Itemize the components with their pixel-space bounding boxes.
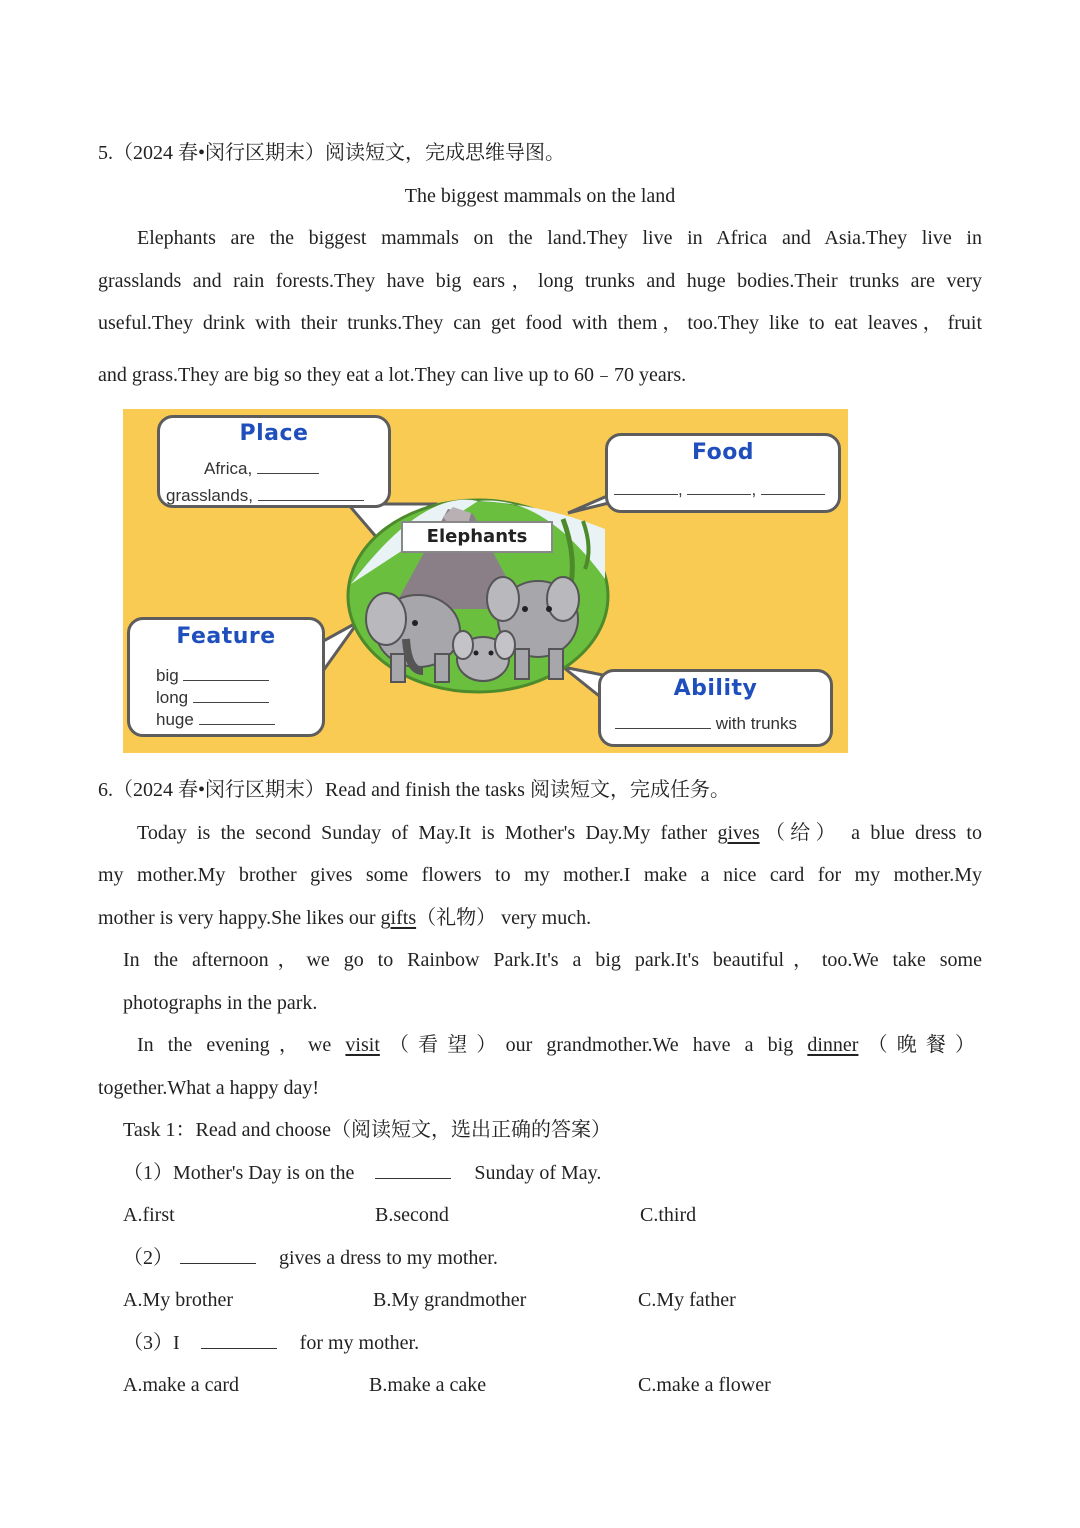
feature-item-big: big: [156, 666, 269, 686]
q1-option-c[interactable]: C.third: [640, 1204, 697, 1226]
word-gives: gives: [717, 822, 760, 844]
q6-heading: 6.（2024 春•闵行区期末）Read and finish the tasks 阅读短文，完成任务。: [98, 779, 730, 801]
q6-p1-line-2: my mother.My brother gives some flowers to my mother.I make a nice card for my mother.My: [98, 864, 982, 886]
place-line-1: Africa,: [204, 459, 319, 479]
q6-p1-line-1: Today is the second Sunday of May.It is Mother's Day.My father gives（给） a blue dress to: [137, 822, 982, 844]
q2-option-a[interactable]: A.My brother: [123, 1289, 233, 1311]
place-blank-2[interactable]: [258, 486, 364, 501]
passage-line-1: Elephants are the biggest mammals on the land.They live in Africa and Asia.They live in: [137, 227, 982, 249]
feature-item-huge: huge: [156, 710, 275, 730]
feature-blank-2[interactable]: [193, 688, 269, 703]
passage-line-3: useful.They drink with their trunks.They can get food with them，too.They like to eat leaves，fruit: [98, 312, 982, 334]
question-1-blank[interactable]: [375, 1160, 451, 1179]
q2-option-c[interactable]: C.My father: [638, 1289, 736, 1311]
q6-p3-line-2: together.What a happy day!: [98, 1077, 320, 1099]
word-gifts: gifts: [380, 907, 417, 929]
passage-title: The biggest mammals on the land: [404, 185, 676, 207]
word-dinner: dinner: [807, 1034, 859, 1056]
q6-p3-line-1: In the evening，we visit（看望）our grandmother.We have a big dinner（晚餐）: [137, 1034, 975, 1056]
feature-title: Feature: [176, 624, 276, 649]
place-blank-1[interactable]: [257, 459, 319, 474]
q2-option-b[interactable]: B.My grandmother: [373, 1289, 527, 1311]
q3-option-b[interactable]: B.make a cake: [369, 1374, 487, 1396]
passage-line-4: and grass.They are big so they eat a lot.They can live up to 60﹣70 years.: [98, 364, 687, 386]
center-label: Elephants: [401, 521, 553, 553]
q6-p2-line-1: In the afternoon，we go to Rainbow Park.It's a big park.It's beautiful，too.We take some: [123, 949, 982, 971]
passage-line-2: grasslands and rain forests.They have big ears，long trunks and huge bodies.Their trunks are very: [98, 270, 982, 292]
task-title: Task 1：Read and choose（阅读短文，选出正确的答案）: [123, 1119, 611, 1141]
food-title: Food: [691, 440, 755, 465]
q3-option-c[interactable]: C.make a flower: [638, 1374, 771, 1396]
q6-p2-line-2: photographs in the park.: [123, 992, 318, 1014]
question-2: （2） gives a dress to my mother.: [123, 1247, 498, 1269]
food-blank-2[interactable]: [687, 480, 751, 495]
place-line-2: grasslands,: [166, 486, 364, 506]
ability-line: with trunks: [615, 714, 797, 734]
question-3-blank[interactable]: [201, 1330, 277, 1349]
question-1: （1）Mother's Day is on the Sunday of May.: [123, 1162, 602, 1184]
feature-bubble: [127, 617, 325, 737]
place-bubble: [157, 415, 391, 508]
feature-blank-1[interactable]: [183, 666, 269, 681]
feature-blank-3[interactable]: [199, 710, 275, 725]
mind-map: [123, 409, 848, 753]
question-2-blank[interactable]: [180, 1245, 256, 1264]
elephant-icon-left: [366, 593, 460, 682]
food-line: , ,: [614, 480, 825, 500]
place-title: Place: [239, 421, 309, 446]
ability-title: Ability: [673, 676, 758, 701]
ability-blank[interactable]: [615, 714, 711, 729]
feature-item-long: long: [156, 688, 269, 708]
ability-bubble: [598, 669, 833, 747]
word-visit: visit: [345, 1034, 380, 1056]
food-blank-3[interactable]: [761, 480, 825, 495]
food-blank-1[interactable]: [614, 480, 678, 495]
q6-p1-line-3: mother is very happy.She likes our gifts（礼物） very much.: [98, 907, 592, 929]
food-bubble: [605, 433, 841, 513]
q3-option-a[interactable]: A.make a card: [123, 1374, 240, 1396]
q1-option-a[interactable]: A.first: [123, 1204, 175, 1226]
q5-heading: 5.（2024 春•闵行区期末）阅读短文，完成思维导图。: [98, 142, 566, 164]
q1-option-b[interactable]: B.second: [375, 1204, 449, 1226]
question-3: （3）I for my mother.: [123, 1332, 420, 1354]
